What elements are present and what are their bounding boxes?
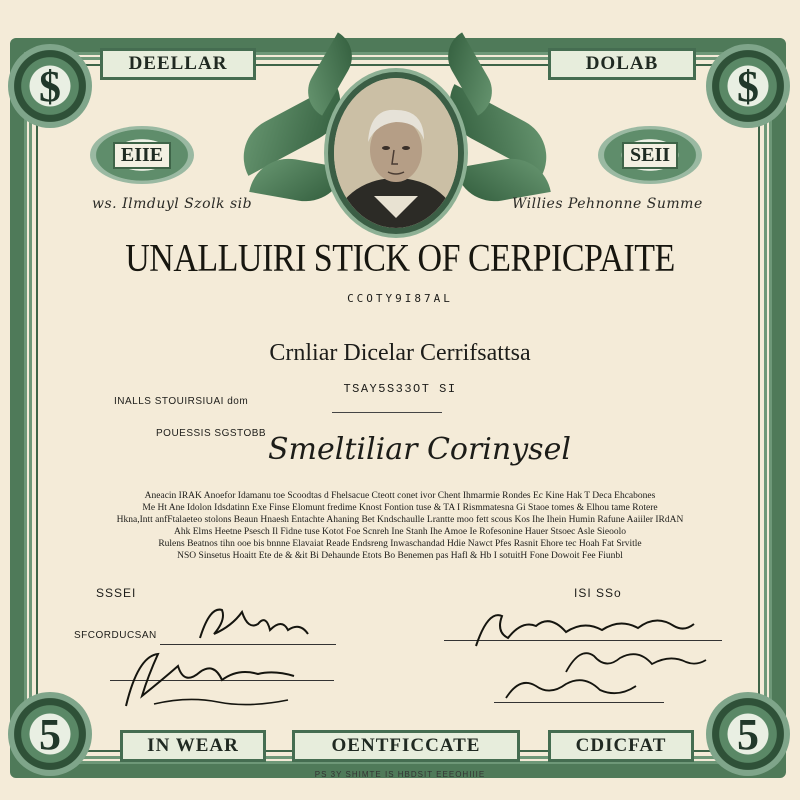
footer-imprint: PS 3Y SHIMTE IS HBDSIT EEEOHIIIE [314, 770, 486, 779]
signature-left-lower [118, 646, 308, 714]
holder-label: POUESSIS SGSTOBB [156, 428, 267, 439]
certificate-code: TSAY5S33OT SI [343, 382, 457, 396]
serial-number: CCOTY9I87AL [347, 292, 453, 305]
corner-medallion-top-left [8, 44, 92, 128]
corner-numeral: $ [39, 61, 61, 111]
band-top-right: DOLAB [548, 48, 696, 80]
band-bottom-right: CDICFAT [548, 730, 694, 762]
signature-caption: SFCORDUCSAN [74, 630, 157, 641]
body-line: NSO Sinsetus Hoaitt Ete de & &it Bi Dehaunde Etots Bo Benemen pas Hafl & Hb I sotuitH Fone Dowoit Fee Fiunbl [177, 551, 623, 561]
shares-label: INALLS STOUIRSIUAI dom [114, 396, 249, 407]
portrait-engraving [334, 78, 458, 228]
certificate-title: UNALLUIRI STICK OF CERPICPAITE [125, 237, 675, 280]
corner-medallion-top-right [706, 44, 790, 128]
signature-left-upper [196, 600, 326, 646]
seal-label-left: SSSEI [96, 586, 137, 600]
certificate-body [96, 490, 704, 562]
band-bottom-left: IN WEAR [120, 730, 266, 762]
corner-numeral: 5 [737, 709, 759, 759]
medallion-label: EIIE [113, 142, 171, 169]
body-line: Me Ht Ane Idolon Idsdatinn Exe Finse Elomunt fredime Knost Fontion tuse & TA I Rismmatesna Gi Staoe tomes & Elhou tame Rotere [142, 503, 658, 513]
portrait-vignette [328, 72, 464, 234]
body-line: Rulens Beatnos tihn ooe bis bnnne Elavaiat Reade Endsreng Inwaschandad Hdie Nawct Pfes Rasnit Ehore tec Hoah Fat Srvitle [158, 539, 642, 549]
band-bottom-center: OENTFICCATE [292, 730, 520, 762]
body-line: Aneacin IRAK Anoefor Idamanu toe Scoodtas d Fhelsacue Cteott conet ivor Chent Ihmarmie Rondes Ec Kine Hak T Deca Ehcabones [144, 491, 656, 501]
corner-medallion-bottom-right [706, 692, 790, 776]
body-line: Hkna,Intt anfFtalaeteo stolons Beaun Hnaesh Entachte Ahaning Bet Kndschaulle Lrantte moo fett scous Kos Ihe Ihein Humin Rafune Aaiiler IRdAN [116, 515, 684, 525]
corner-medallion-bottom-left [8, 692, 92, 776]
divider-rule [332, 412, 442, 413]
corner-numeral: $ [737, 61, 759, 111]
certificate-subtitle: Crnliar Dicelar Cerrifsattsa [269, 340, 531, 366]
holder-name: Smeltiliar Corinysel [268, 432, 571, 467]
engraved-script-right: Willies Pehnonne Summe [512, 196, 703, 212]
signature-right-lower [500, 668, 650, 708]
band-top-left: DEELLAR [100, 48, 256, 80]
body-line: Ahk Elms Heetne Psesch Il Fidne tuse Kotot Foe Scnreh Ine Stanh Ihe Amoe Ie Rofesonine Hauer Stsoec Asle Sieoolo [174, 527, 626, 537]
engraved-script-left: ws. Ilmduyl Szolk sib [92, 196, 253, 212]
corner-numeral: 5 [39, 709, 61, 759]
medallion-right [598, 126, 702, 184]
seal-label-right: ISI SSo [574, 586, 622, 600]
medallion-left [90, 126, 194, 184]
medallion-label: SEII [622, 142, 678, 169]
